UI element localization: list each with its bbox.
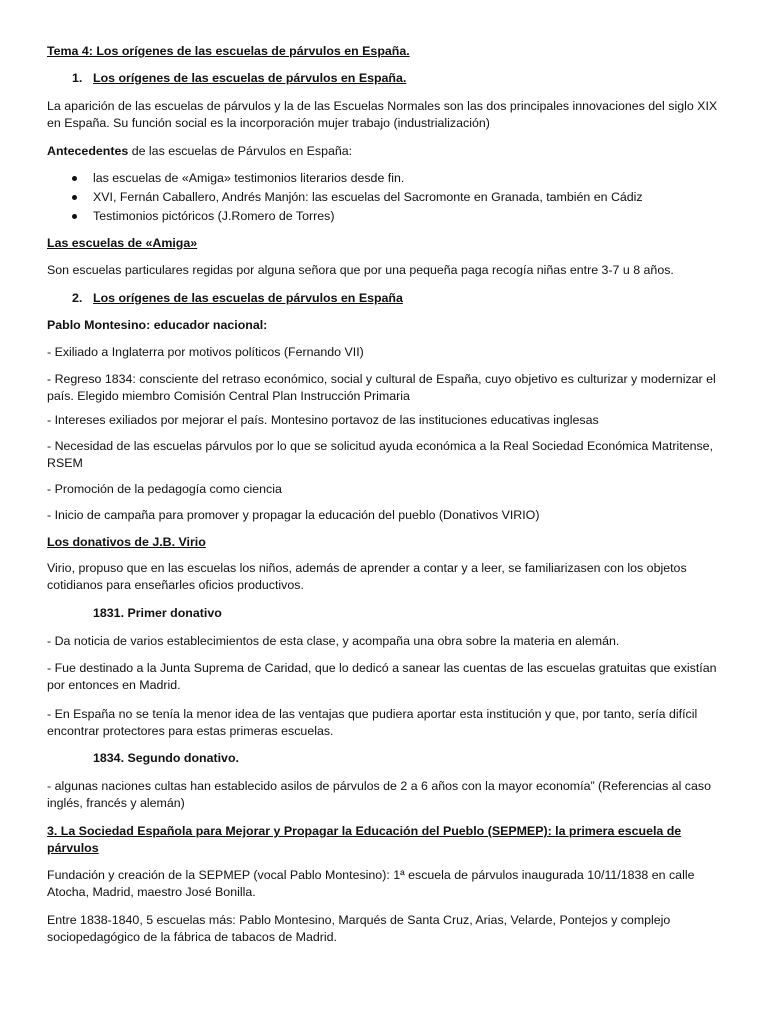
- amiga-paragraph: Son escuelas particulares regidas por alguna señora que por una pequeña paga recogía niñas entre 3-7 u 8 años.: [47, 263, 674, 277]
- amiga-heading: Las escuelas de «Amiga»: [47, 236, 198, 250]
- section-title: Los orígenes de las escuelas de párvulos en España: [93, 291, 403, 305]
- virio-paragraph: Virio, propuso que en las escuelas los niños, además de aprender a contar y a leer, se familiarizasen con los objetos cotidianos para enseñarles oficios productivos.: [47, 561, 687, 592]
- antecedentes-text: de las escuelas de Párvulos en España:: [128, 144, 353, 158]
- sepmep-paragraph: Fundación y creación de la SEPMEP (vocal Pablo Montesino): 1ª escuela de párvulos inaugurada 10/11/1838 en calle Atocha, Madrid, maestro José Bonilla.: [47, 868, 695, 899]
- antecedentes-list: [47, 170, 727, 227]
- list-item: XVI, Fernán Caballero, Andrés Manjón: las escuelas del Sacromonte en Granada, también en Cádiz: [47, 189, 727, 208]
- antecedentes-paragraph: [47, 143, 727, 160]
- list-item: Testimonios pictóricos (J.Romero de Torres): [47, 208, 727, 227]
- pablo-item: - Regreso 1834: consciente del retraso económico, social y cultural de España, cuyo objetivo es culturizar y modernizar el país. Elegido miembro Comisión Central Plan Instrucción Primaria: [47, 372, 716, 403]
- intro-paragraph: La aparición de las escuelas de párvulos y la de las Escuelas Normales son las dos principales innovaciones del siglo XIX en España. Su función social es la incorporación mujer trabajo (industrialización): [47, 99, 718, 130]
- pablo-item: - Necesidad de las escuelas párvulos por lo que se solicitud ayuda económica a la Real Sociedad Económica Matritense, RSEM: [47, 439, 714, 470]
- virio-heading: Los donativos de J.B. Virio: [47, 535, 206, 549]
- section-number: 2.: [72, 291, 83, 305]
- pablo-heading: Pablo Montesino: educador nacional:: [47, 318, 268, 332]
- sepmep-paragraph: Entre 1838-1840, 5 escuelas más: Pablo Montesino, Marqués de Santa Cruz, Arias, Velarde, Pontejos y complejo sociopedagógico de la fábrica de tabacos de Madrid.: [47, 913, 671, 944]
- pablo-item: - Inicio de campaña para promover y propagar la educación del pueblo (Donativos VIRIO): [47, 508, 540, 522]
- section-number: 1.: [72, 71, 83, 85]
- donativo-item: - Da noticia de varios establecimientos de esta clase, y acompaña una obra sobre la materia en alemán.: [47, 634, 620, 648]
- pablo-item: - Promoción de la pedagogía como ciencia: [47, 482, 282, 496]
- donativo-item: - Fue destinado a la Junta Suprema de Caridad, que lo dedicó a sanear las cuentas de las escuelas gratuitas que existían por entonces en Madrid.: [47, 661, 717, 692]
- document-title: Tema 4: Los orígenes de las escuelas de párvulos en España.: [47, 44, 410, 58]
- antecedentes-label: Antecedentes: [47, 144, 129, 158]
- donativo-2-heading: 1834. Segundo donativo.: [93, 751, 239, 765]
- pablo-item: - Intereses exiliados por mejorar el país. Montesino portavoz de las instituciones educativas inglesas: [47, 413, 599, 427]
- donativo-1-heading: 1831. Primer donativo: [93, 606, 222, 620]
- donativo-item: - algunas naciones cultas han establecido asilos de párvulos de 2 a 6 años con la mayor economía” (Referencias al caso inglés, francés y alemán): [47, 779, 711, 810]
- list-item: las escuelas de «Amiga» testimonios literarios desde fin.: [47, 170, 727, 189]
- pablo-item: - Exiliado a Inglaterra por motivos políticos (Fernando VII): [47, 345, 364, 359]
- section-3-heading: 3. La Sociedad Española para Mejorar y Propagar la Educación del Pueblo (SEPMEP): la primera escuela de párvulos: [47, 824, 682, 855]
- section-title: Los orígenes de las escuelas de párvulos en España.: [93, 71, 407, 85]
- donativo-item: - En España no se tenía la menor idea de las ventajas que pudiera aportar esta institución y que, por tanto, sería difícil encontrar protectores para estas primeras escuelas.: [47, 707, 698, 738]
